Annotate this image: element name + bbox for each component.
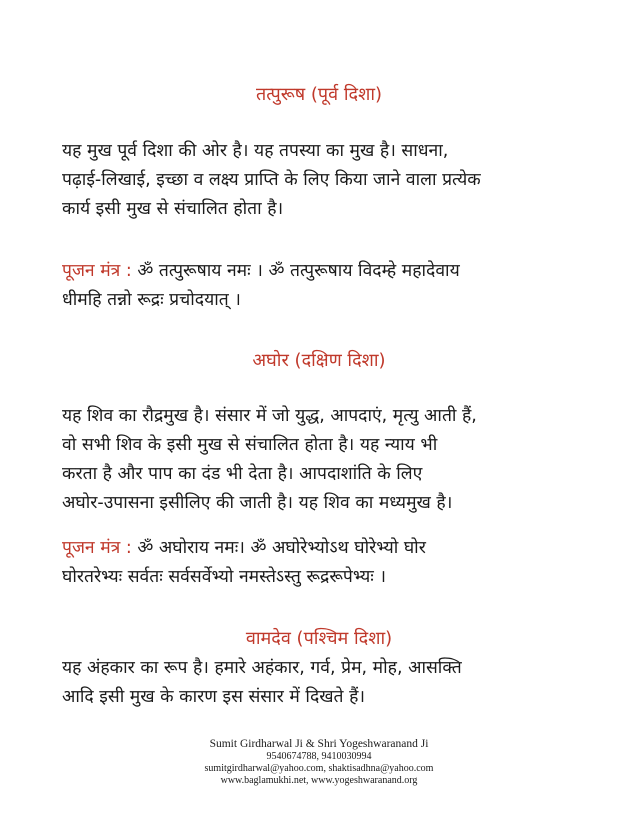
mantra-line: घोरतरेभ्यः सर्वतः सर्वसर्वेभ्यो नमस्तेऽस्तु रूद्ररूपेभ्यः । xyxy=(62,567,387,587)
text-line: यह अंहकार का रूप है। हमारे अहंकार, गर्व, प्रेम, मोह, आसक्ति xyxy=(62,658,462,678)
section-description-tatpurush xyxy=(62,137,582,224)
section-heading-vamdev: वामदेव (पश्चिम दिशा) xyxy=(245,628,393,649)
mantra-text: ॐ अघोराय नमः। ॐ अघोरेभ्योऽथ घोरेभ्यो घोर xyxy=(137,538,426,558)
text-line: पढ़ाई-लिखाई, इच्छा व लक्ष्य प्राप्ति के लिए किया जाने वाला प्रत्येक xyxy=(62,170,481,190)
section-heading-aghor: अघोर (दक्षिण दिशा) xyxy=(252,350,386,371)
mantra-line xyxy=(62,257,582,286)
section-description-vamdev xyxy=(62,654,582,712)
text-line: आदि इसी मुख के कारण इस संसार में दिखते हैं। xyxy=(62,687,366,707)
mantra-text: ॐ तत्पुरूषाय नमः । ॐ तत्पुरूषाय विदम्हे महादेवाय xyxy=(137,261,460,281)
footer-phones: 9540674788, 9410030994 xyxy=(266,751,372,762)
footer-websites: www.baglamukhi.net, www.yogeshwaranand.org xyxy=(220,775,418,786)
section-description-aghor xyxy=(62,402,582,518)
mantra-label: पूजन मंत्र : xyxy=(62,538,132,558)
section-heading-tatpurush: तत्पुरूष (पूर्व दिशा) xyxy=(255,84,383,105)
footer-authors: Sumit Girdharwal Ji & Shri Yogeshwaranand Ji xyxy=(209,738,429,750)
mantra-line: धीमहि तन्नो रूद्रः प्रचोदयात् । xyxy=(62,290,241,310)
mantra-line xyxy=(62,534,582,563)
text-line: यह मुख पूर्व दिशा की ओर है। यह तपस्या का मुख है। साधना, xyxy=(62,141,449,161)
text-line: यह शिव का रौद्रमुख है। संसार में जो युद्ध, आपदाएं, मृत्यु आती हैं, xyxy=(62,406,477,426)
text-line: कार्य इसी मुख से संचालित होता है। xyxy=(62,199,284,219)
text-line: अघोर-उपासना इसीलिए की जाती है। यह शिव का मध्यमुख है। xyxy=(62,493,453,513)
text-line: वो सभी शिव के इसी मुख से संचालित होता है। यह न्याय भी xyxy=(62,435,438,455)
mantra-aghor xyxy=(62,534,582,592)
page-footer xyxy=(0,737,638,787)
mantra-tatpurush xyxy=(62,257,582,315)
mantra-label: पूजन मंत्र : xyxy=(62,261,132,281)
text-line: करता है और पाप का दंड भी देता है। आपदाशांति के लिए xyxy=(62,464,423,484)
footer-emails: sumitgirdharwal@yahoo.com, shaktisadhna@yahoo.com xyxy=(204,763,434,774)
